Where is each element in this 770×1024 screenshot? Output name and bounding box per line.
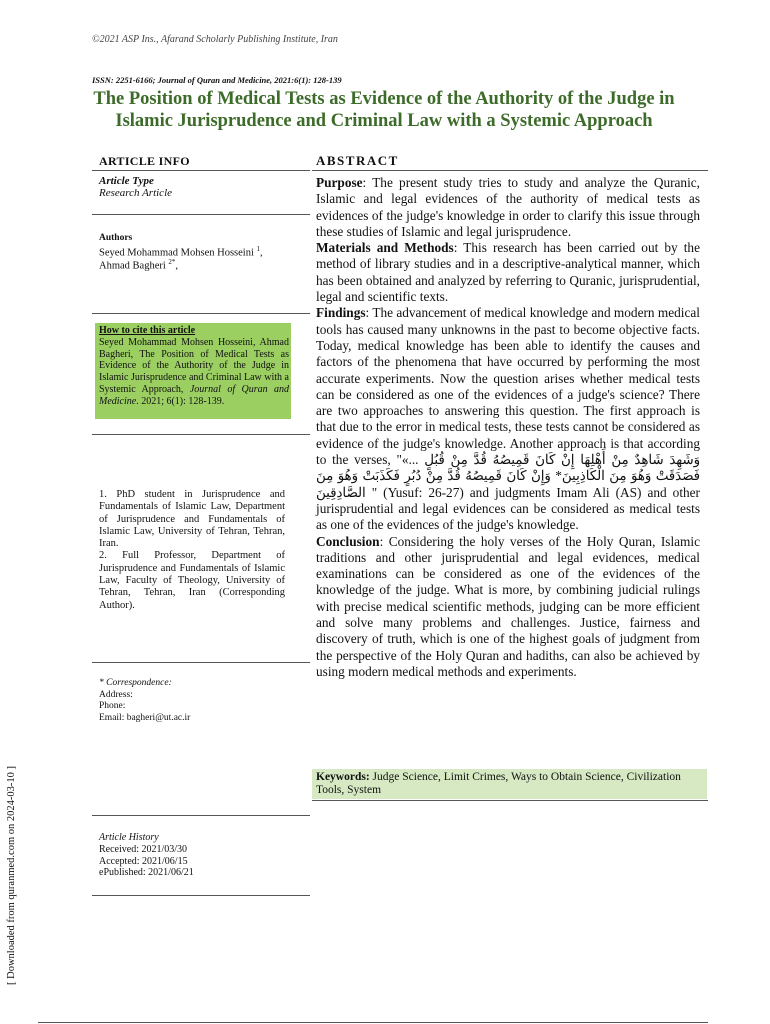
author-2: Ahmad Bagheri $^{2*}$, xyxy=(99,258,179,272)
cite-heading: How to cite this article xyxy=(99,325,196,336)
findings-label: Findings xyxy=(316,305,366,321)
conclusion-label: Conclusion xyxy=(316,533,380,549)
info-rule xyxy=(92,662,310,663)
findings-text-b: " (Yusuf: 26-27) and judgments Imam Ali (AS) and other jurisprudential and legal evidences can be considered as medical tests as one of the evidences of the judge's knowledge. xyxy=(316,484,700,533)
email[interactable]: Email: bagheri@ut.ac.ir xyxy=(99,712,191,723)
download-side-note: [ Downloaded from quranmed.com on 2024-03-10 ] xyxy=(6,766,17,985)
purpose-label: Purpose xyxy=(316,175,363,190)
abstract-rule-top xyxy=(312,170,708,171)
phone: Phone: xyxy=(99,701,126,711)
findings-paragraph xyxy=(316,305,700,533)
affiliation-1: 1. PhD student in Jurisprudence and Fundamentals of Islamic Law, Department of Jurisprudence and Fundamentals of Islamic Law, University of Tehran, Tehran, Iran. xyxy=(99,489,285,550)
address: Address: xyxy=(99,689,133,700)
quran-verse-arabic: وَشَهِدَ شَاهِدٌ مِنْ أَهْلِهَا إِنْ كَانَ قَمِيصُهُ قُدَّ مِنْ قُبُلٍ فَصَدَقَتْ وَهُوَ مِنَ الْكَاذِبِينَ* وَإِنْ كَانَ قَمِيصُهُ قُدَّ مِنْ دُبُرٍ فَكَذَبَتْ وَهُوَ مِنَ الصَّادِقِينَ xyxy=(316,452,700,500)
correspondence-label: * Correspondence: xyxy=(99,678,172,688)
article-type-value: Research Article xyxy=(99,187,173,199)
affiliations xyxy=(99,489,285,612)
conclusion-paragraph xyxy=(316,534,700,681)
cite-journal: Journal of Quran and Medicine xyxy=(99,383,289,407)
paper-title: The Position of Medical Tests as Evidence of the Authority of the Judge in Islamic Jurisprudence and Criminal Law with a Systemic Approach xyxy=(93,89,675,131)
findings-text-a: : The advancement of medical knowledge and modern medical tools has caused many unknowns in the past to become objective facts. Today, medical knowledge has been able to identify the causes and factors of the phenomena that have occurred by performing the most accurate experiments. Now the question arises whether medical tests can be considered as one of the evidences of a judge's science? There are two approaches to answering this question. The first approach is that due to the error in medical tests, these tests cannot be considered as evidence of the judge's knowledge. Another approach is that according to the verses, "«... xyxy=(316,305,700,468)
info-rule-top xyxy=(92,170,310,171)
info-rule xyxy=(92,434,310,435)
methods-paragraph xyxy=(316,240,700,305)
purpose-text: : The present study tries to study and analyze the Quranic, Islamic and legal evidences of the authority of medical tests as evidences of the judge's knowledge in order to clarify this issue through these studies of Islamic and legal jurisprudence. xyxy=(316,175,700,239)
history-label: Article History xyxy=(99,832,159,843)
copyright-line: ©2021 ASP Ins., Afarand Scholarly Publishing Institute, Iran xyxy=(92,34,338,45)
article-history xyxy=(99,832,194,879)
article-type-label: Article Type xyxy=(99,175,154,187)
issn-line: ISSN: 2251-6166; Journal of Quran and Medicine, 2021:6(1): 128-139 xyxy=(92,75,342,85)
author-1: Seyed Mohammad Mohsen Hosseini $^1$, xyxy=(99,245,263,259)
methods-label: Materials and Methods xyxy=(316,240,454,256)
info-rule xyxy=(92,815,310,816)
keywords-label: Keywords: xyxy=(316,771,370,783)
how-to-cite-box xyxy=(95,323,291,419)
received-date: Received: 2021/03/30 xyxy=(99,843,188,855)
conclusion-text: : Considering the holy verses of the Holy Quran, Islamic traditions and other jurisprudential and legal evidences, medical examinations can be considered as one of the evidences of the knowledge of the judge. What is more, by combining judicial rulings with precise medical scientific methods, judging can be more efficient and solve many problems and challenges. Justice, fairness and discovery of truth, which is one of the highest goals of judgment from the perspective of the Holy Quran and hadiths, can also be achieved by using modern medical methods and experiments. xyxy=(316,533,700,679)
info-rule xyxy=(92,313,310,314)
accepted-date: Accepted: 2021/06/15 xyxy=(99,855,188,867)
info-rule xyxy=(92,214,310,215)
keywords-text: Judge Science, Limit Crimes, Ways to Obtain Science, Civilization Tools, System xyxy=(316,771,681,796)
abstract-rule-bottom xyxy=(312,800,708,801)
abstract-heading: ABSTRACT xyxy=(316,153,399,168)
cite-text: Seyed Mohammad Mohsen Hosseini, Ahmad Bagheri, The Position of Medical Tests as Evidence of the Authority of the Judge in Islamic Jurisprudence and Criminal Law with a Systemic Approach, xyxy=(99,336,289,395)
purpose-paragraph xyxy=(316,175,700,240)
article-info-heading: ARTICLE INFO xyxy=(99,154,190,168)
page-bottom-rule xyxy=(38,1022,708,1023)
affiliation-2: 2. Full Professor, Department of Jurisprudence and Fundamentals of Islamic Law, Faculty of Theology, University of Tehran, Tehran, Iran (Corresponding Author). xyxy=(99,550,285,611)
correspondence xyxy=(99,678,190,724)
keywords-box xyxy=(312,769,707,799)
epublished-date: ePublished: 2021/06/21 xyxy=(99,867,194,879)
authors-label: Authors xyxy=(99,233,133,243)
cite-tail: . 2021; 6(1): 128-139. xyxy=(136,395,225,407)
abstract-body xyxy=(316,175,700,680)
methods-text: : This research has been carried out by the method of library studies and in a descriptive-analytical manner, which has been obtained and analyzed by referring to Quranic, jurisprudential, legal and scientific texts. xyxy=(316,240,700,305)
info-rule-bottom xyxy=(92,895,310,896)
